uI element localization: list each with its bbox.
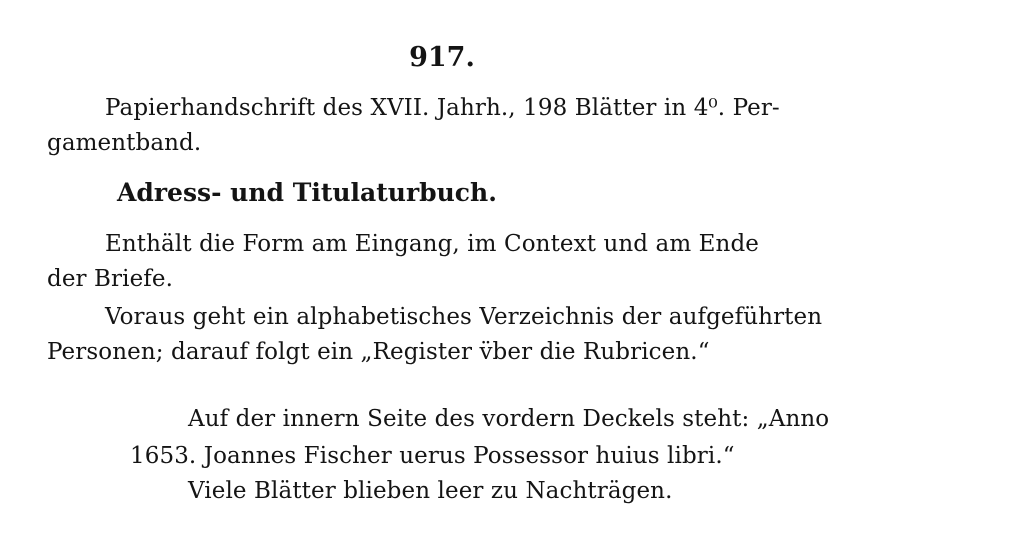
content-paragraph-1-line-2: der Briefe. [47, 266, 174, 292]
description-line-2: gamentband. [47, 130, 202, 156]
content-paragraph-2-line-2: Personen; darauf folgt ein „Register v̈ber die Rubricen.“ [47, 339, 710, 365]
section-title: Adress- und Titulaturbuch. [117, 178, 497, 207]
content-paragraph-2-line-1: Voraus geht ein alphabetisches Verzeichnis der aufgeführten [105, 304, 823, 330]
description-line-1: Papierhandschrift des XVII. Jahrh., 198 Blätter in 4⁰. Per- [105, 95, 780, 121]
entry-number: 917. [409, 42, 475, 73]
note-line-1: Auf der innern Seite des vordern Deckels steht: „Anno [188, 406, 830, 432]
content-paragraph-1-line-1: Enthält die Form am Eingang, im Context und am Ende [105, 231, 759, 257]
note-line-3: Viele Blätter blieben leer zu Nachträgen. [188, 478, 673, 504]
note-line-2: 1653. Joannes Fischer uerus Possessor huius libri.“ [130, 443, 735, 469]
